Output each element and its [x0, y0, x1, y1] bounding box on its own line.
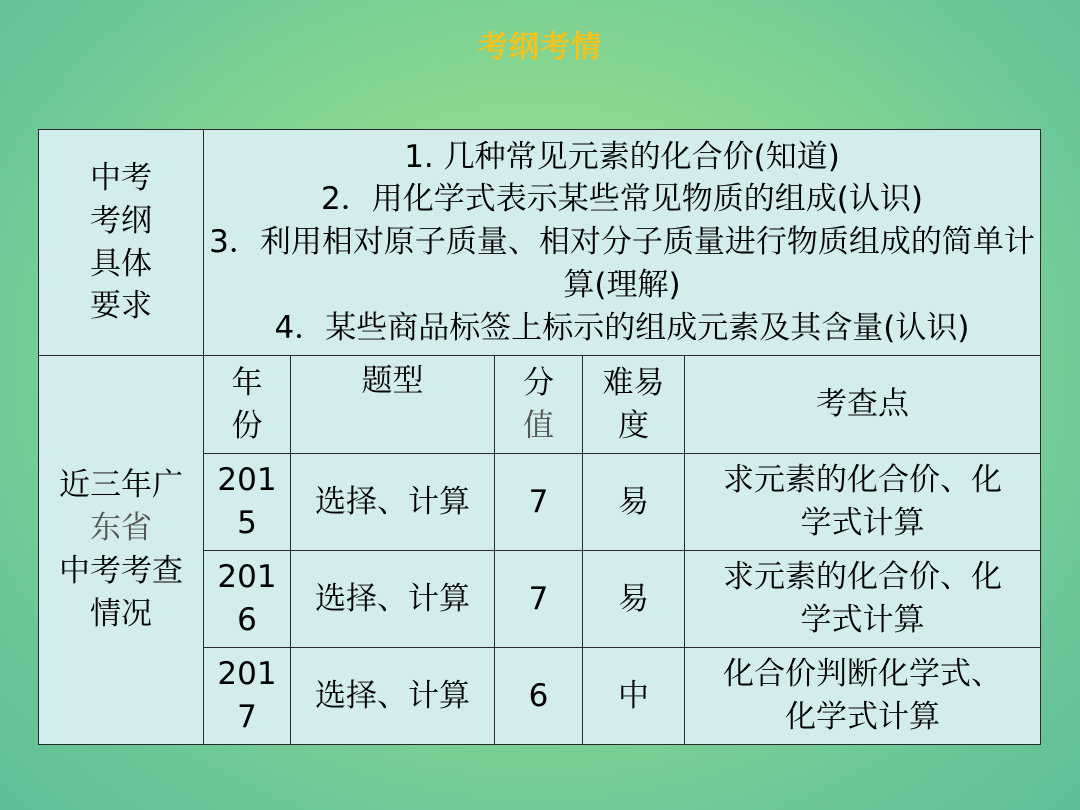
header-difficulty-line: 难易 [602, 364, 665, 401]
header-score-line: 分 [523, 364, 554, 401]
point-cell [685, 648, 1041, 745]
slide-title: 考纲考情 [478, 30, 602, 65]
type-cell: 选择、计算 [291, 454, 495, 551]
history-label-line: 近三年广 [59, 467, 183, 504]
score-cell: 7 [495, 551, 583, 648]
score-cell: 7 [495, 454, 583, 551]
requirements-label-line: 考纲 [90, 202, 152, 239]
point-cell [685, 454, 1041, 551]
header-row [39, 356, 1041, 454]
year-line: 6 [237, 602, 257, 638]
point-line: 学式计算 [800, 505, 925, 541]
header-score-line: 值 [523, 407, 554, 444]
type-cell: 选择、计算 [291, 551, 495, 648]
requirement-item: 1. 几种常见元素的化合价(知道) [404, 138, 840, 175]
requirements-label-line: 具体 [90, 245, 152, 282]
requirements-label-line: 要求 [90, 288, 152, 325]
header-type-text: 题型 [361, 363, 424, 399]
history-label-line: 中考考查 [59, 553, 183, 589]
year-line: 5 [237, 505, 257, 541]
year-line: 201 [217, 462, 277, 499]
point-line: 学式计算 [800, 602, 925, 638]
point-line: 化合价判断化学式、 [723, 656, 1002, 693]
header-type [291, 356, 495, 454]
year-cell [204, 648, 291, 745]
year-line: 7 [237, 699, 257, 735]
exam-table [38, 129, 1041, 745]
difficulty-cell: 易 [583, 454, 685, 551]
requirements-label-line: 中考 [90, 159, 152, 196]
header-difficulty-line: 度 [618, 407, 649, 444]
requirement-item: 3．利用相对原子质量、相对分子质量进行物质组成的简单计算(理解) [209, 224, 1035, 303]
requirement-item: 2．用化学式表示某些常见物质的组成(认识) [321, 181, 923, 218]
requirement-item: 4．某些商品标签上标示的组成元素及其含量(认识) [274, 309, 970, 346]
header-year-line: 份 [231, 407, 263, 444]
point-cell [685, 551, 1041, 648]
history-label-cell [39, 356, 204, 745]
header-score [495, 356, 583, 454]
year-cell [204, 454, 291, 551]
history-label-line: 情况 [90, 595, 152, 632]
score-cell: 6 [495, 648, 583, 745]
requirements-list [204, 130, 1041, 356]
point-line: 化学式计算 [785, 699, 940, 735]
type-cell: 选择、计算 [291, 648, 495, 745]
point-line: 求元素的化合价、化 [723, 559, 1002, 596]
year-line: 201 [217, 559, 277, 596]
header-year [204, 356, 291, 454]
requirements-row [39, 130, 1041, 356]
header-point [685, 356, 1041, 454]
year-cell [204, 551, 291, 648]
header-year-line: 年 [231, 364, 263, 401]
header-point-text: 考查点 [816, 386, 909, 423]
difficulty-cell: 中 [583, 648, 685, 745]
history-label-line: 东省 [90, 510, 152, 547]
header-difficulty [583, 356, 685, 454]
difficulty-cell: 易 [583, 551, 685, 648]
year-line: 201 [217, 656, 277, 693]
requirements-label-cell [39, 130, 204, 356]
point-line: 求元素的化合价、化 [723, 462, 1002, 499]
